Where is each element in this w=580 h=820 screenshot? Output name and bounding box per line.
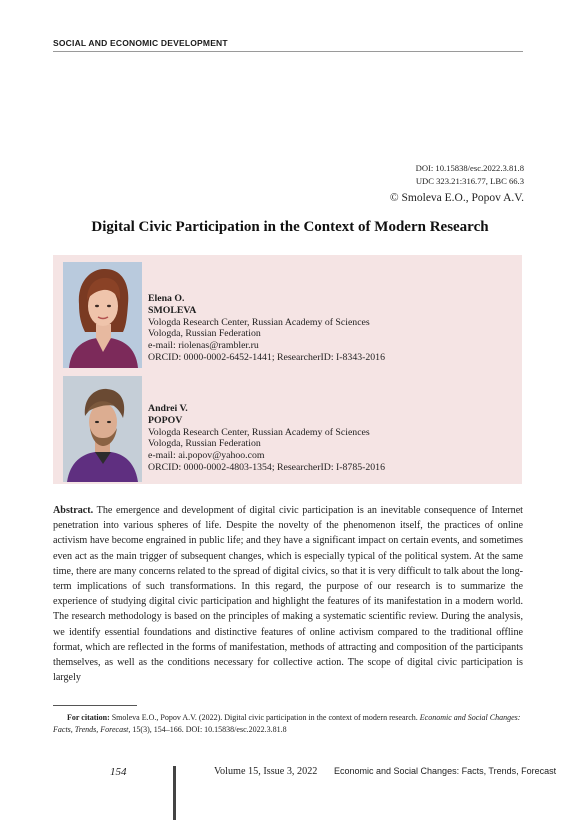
author-ids: ORCID: 0000-0002-4803-1354; ResearcherID: I-8785-2016 xyxy=(148,461,385,473)
author-ids: ORCID: 0000-0002-6452-1441; ResearcherID: I-8343-2016 xyxy=(148,351,385,363)
author-affiliation: Vologda Research Center, Russian Academy of Sciences xyxy=(148,316,370,328)
author-photo xyxy=(63,262,142,368)
author-last-name: SMOLEVA xyxy=(148,304,197,316)
author-first-name: Elena O. xyxy=(148,293,185,304)
article-meta xyxy=(390,162,524,206)
author-info xyxy=(148,293,385,364)
article-title: Digital Civic Participation in the Context of Modern Research xyxy=(91,219,489,235)
author-photo xyxy=(63,376,142,482)
udc-line: UDC 323.21:316.77, LBC 66.3 xyxy=(415,176,524,186)
footer-divider xyxy=(173,766,176,820)
author-location: Vologda, Russian Federation xyxy=(148,438,261,450)
citation-text: Smoleva E.O., Popov A.V. (2022). Digital civic participation in the context of modern research. xyxy=(109,713,420,722)
citation-note xyxy=(53,712,523,735)
author-email[interactable]: e-mail: ai.popov@yahoo.com xyxy=(148,450,265,462)
author-location: Vologda, Russian Federation xyxy=(148,328,261,340)
citation-journal: Economic and Social Changes: Facts, Trends, Forecast xyxy=(53,713,521,734)
author-info xyxy=(148,403,385,474)
abstract-text: The emergence and development of digital civic participation is an inevitable consequence of Internet penetration into various spheres of life. Despite the novelty of the phenomenon itself, the practices of online activism have become engrained in public life; and they have a significant impact on certain events, and sometimes even act as the main trigger of subsequent changes, which is especially typical of the political system. At the same time, there are many concerns related to the spread of digital civics, so that it is very difficult to talk about the long-term implications of such transformations. In this regard, the purpose of our research is to summarize the experience of studying digital civic participation and highlight the features of its manifestation in a modern world. The research methodology is based on the principles of making a systematic scientific review. During the analysis, we identify essential foundations and distinctive features of online activism compared to the traditional offline format, which are reflected in the forms of manifestation, methods of attracting and composition of the participants themselves, as well as the conditions necessary for collective action. The scope of digital civic participation is largely xyxy=(53,505,523,684)
footnote-divider xyxy=(53,705,137,706)
citation-tail: , 15(3), 154–166. DOI: 10.15838/esc.2022.3.81.8 xyxy=(128,724,287,734)
abstract-paragraph xyxy=(53,503,523,685)
author-email[interactable]: e-mail: riolenas@rambler.ru xyxy=(148,340,259,352)
footer-journal: Economic and Social Changes: Facts, Trends, Forecast xyxy=(334,766,557,776)
citation-label: For citation: xyxy=(67,713,110,722)
author-affiliation: Vologda Research Center, Russian Academy of Sciences xyxy=(148,426,370,438)
doi-line[interactable]: DOI: 10.15838/esc.2022.3.81.8 xyxy=(415,163,524,173)
abstract-label: Abstract. xyxy=(53,505,94,516)
copyright-line: © Smoleva E.O., Popov A.V. xyxy=(389,192,524,204)
author-last-name: POPOV xyxy=(148,414,183,426)
section-header: SOCIAL AND ECONOMIC DEVELOPMENT xyxy=(53,38,523,52)
authors-box xyxy=(53,255,522,484)
page-number: 154 xyxy=(110,766,127,778)
author-first-name: Andrei V. xyxy=(148,403,188,414)
footer-issue: Volume 15, Issue 3, 2022 xyxy=(214,766,318,777)
